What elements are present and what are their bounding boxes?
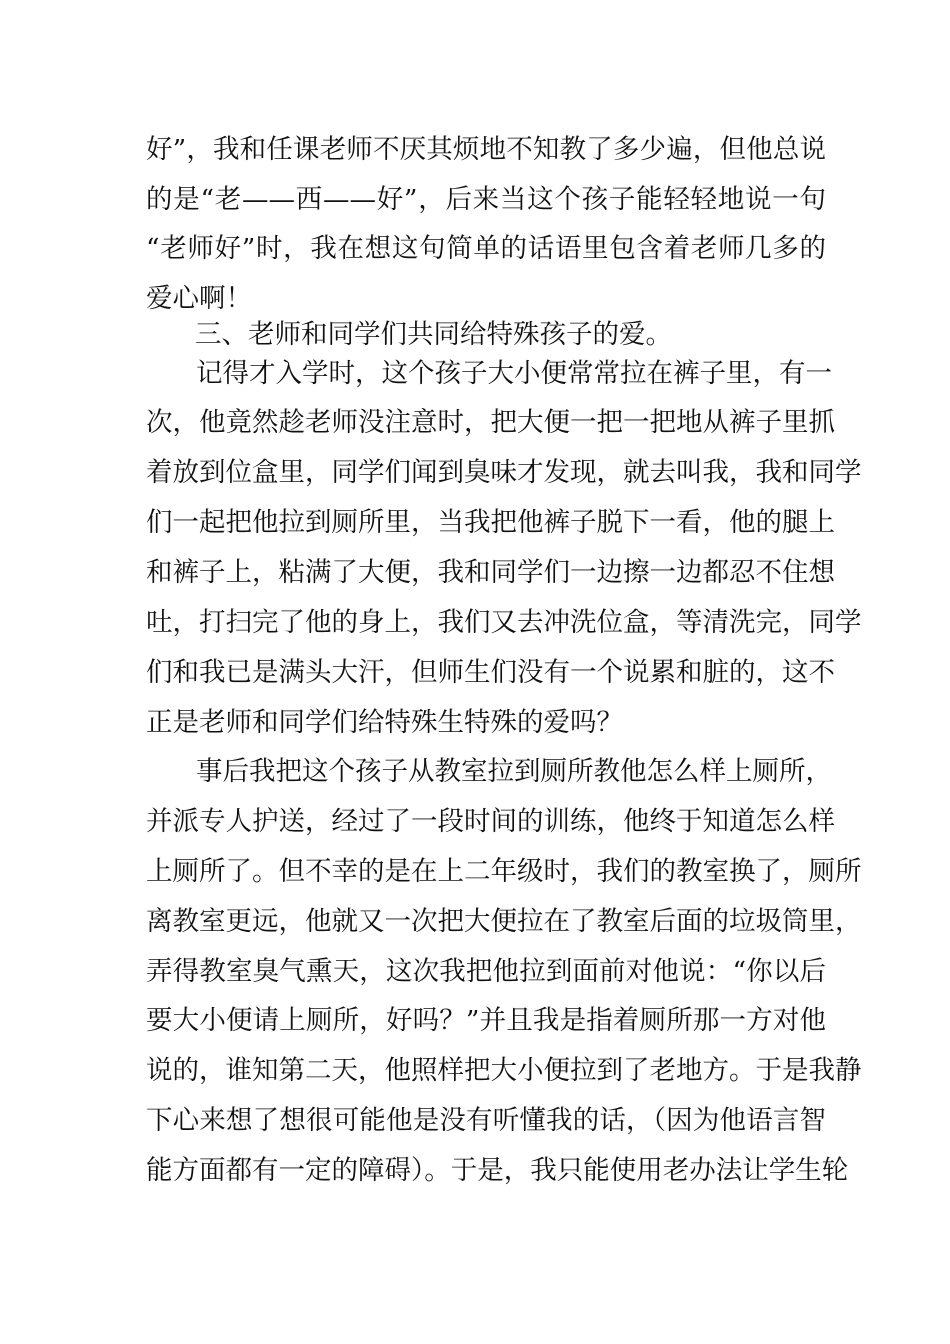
paragraph-line: 和裤子上，粘满了大便，我和同学们一边擦一边都忍不住想 (146, 557, 835, 588)
paragraph-line: 并派专人护送，经过了一段时间的训练，他终于知道怎么样 (146, 806, 835, 837)
paragraph-line: 下心来想了想很可能他是没有听懂我的话，（因为他语言智 (146, 1105, 826, 1136)
paragraph-line: 们和我已是满头大汗，但师生们没有一个说累和脏的，这不 (146, 657, 835, 688)
paragraph-line: 上厕所了。但不幸的是在上二年级时，我们的教室换了，厕所 (146, 856, 862, 887)
section-heading: 三、老师和同学们共同给特殊孩子的爱。 (195, 319, 672, 350)
paragraph-line: 能方面都有一定的障碍）。于是，我只能使用老办法让学生轮 (146, 1155, 849, 1186)
paragraph-line: 爱心啊！ (146, 283, 252, 314)
paragraph-line: “老师好”时，我在想这句简单的话语里包含着老师几多的 (146, 233, 826, 264)
paragraph-line: 说的，谁知第二天，他照样把大小便拉到了老地方。于是我静 (146, 1055, 862, 1086)
paragraph-line: 着放到位盒里，同学们闻到臭味才发现，就去叫我，我和同学 (146, 457, 862, 488)
paragraph-line: 吐，打扫完了他的身上，我们又去冲洗位盒，等清洗完，同学 (146, 607, 862, 638)
paragraph-line: 次，他竟然趁老师没注意时，把大便一把一把地从裤子里抓 (146, 407, 835, 438)
paragraph-line: 好”，我和任课老师不厌其烦地不知教了多少遍，但他总说 (146, 134, 826, 165)
paragraph-line: 记得才入学时，这个孩子大小便常常拉在裤子里，有一 (196, 358, 832, 389)
paragraph-line: 要大小便请上厕所，好吗？”并且我是指着厕所那一方对他 (146, 1005, 826, 1036)
paragraph-line: 们一起把他拉到厕所里，当我把他裤子脱下一看，他的腿上 (146, 507, 835, 538)
paragraph-line: 正是老师和同学们给特殊生特殊的爱吗？ (146, 707, 623, 738)
paragraph-line: 弄得教室臭气熏天，这次我把他拉到面前对他说：“你以后 (146, 956, 826, 987)
paragraph-line: 的是“老——西——好”，后来当这个孩子能轻轻地说一句 (146, 184, 826, 215)
paragraph-line: 事后我把这个孩子从教室拉到厕所教他怎么样上厕所， (196, 756, 832, 787)
paragraph-line: 离教室更远，他就又一次把大便拉在了教室后面的垃圾筒里， (146, 906, 862, 937)
